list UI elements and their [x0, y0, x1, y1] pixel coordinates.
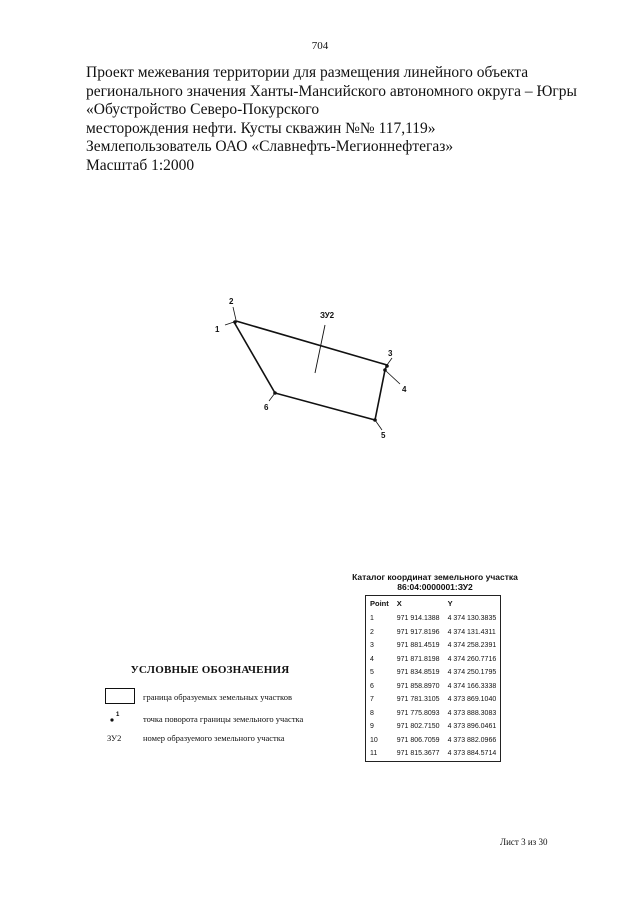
cell-point: 6: [370, 682, 374, 690]
coordinate-table: [365, 595, 501, 762]
cell-x: 971 871.8198: [396, 655, 440, 663]
point-label-5: 5: [381, 431, 386, 440]
cell-y: 4 374 166.3338: [447, 682, 497, 690]
title-line: «Обустройство Северо-Покурского: [86, 101, 320, 118]
point-label-4: 4: [402, 385, 407, 394]
cell-x: 971 815.3677: [396, 750, 440, 758]
point-label-2: 2: [229, 297, 234, 306]
legend: [105, 664, 345, 752]
point-2-leader: [233, 307, 236, 320]
table-row: [366, 734, 501, 748]
legend-text: точка поворота границы земельного участка: [143, 714, 304, 724]
turn-point-marker: [373, 418, 377, 422]
page-number: 704: [311, 40, 329, 52]
cell-y: 4 373 869.1040: [447, 696, 497, 704]
cell-point: 3: [370, 642, 374, 650]
cell-y: 4 374 260.7716: [447, 655, 497, 663]
cell-y: 4 374 250.1795: [447, 669, 497, 677]
table-row: [366, 693, 501, 707]
cell-x: 971 806.7059: [396, 736, 440, 744]
point-label-6: 6: [264, 403, 269, 412]
title-line: месторождения нефти. Кусты скважин №№ 117,119»: [86, 119, 436, 137]
point-label-1: 1: [215, 325, 220, 334]
column-header-x: X: [396, 599, 402, 608]
cell-x: 971 914.1388: [396, 615, 440, 623]
table-row: [366, 680, 501, 694]
cell-y: 4 373 888.3083: [447, 709, 497, 717]
cell-x: 971 917.8196: [396, 628, 440, 636]
table-row: [366, 720, 501, 734]
point-3-leader: [387, 358, 392, 365]
cell-point: 2: [370, 628, 374, 636]
point-5-leader: [375, 420, 382, 430]
parcel-plan: [180, 285, 440, 455]
catalog-title: [340, 572, 530, 592]
title-line: регионального значения Ханты-Мансийского автономного округа – Югры: [86, 82, 577, 100]
title-line: Проект межевания территории для размещения линейного объекта: [86, 64, 529, 81]
legend-text: номер образуемого земельного участка: [143, 733, 285, 743]
cell-x: 971 858.8970: [396, 682, 440, 690]
turn-point-marker: [233, 320, 237, 324]
cell-x: 971 781.3105: [396, 696, 440, 704]
coordinate-catalog: [340, 572, 530, 762]
title-line: Масштаб 1:2000: [86, 156, 195, 174]
table-header-row: [366, 596, 501, 613]
sheet-number: Лист 3 из 30: [500, 837, 548, 847]
point-label-3: 3: [388, 349, 393, 358]
cell-y: 4 374 258.2391: [447, 642, 497, 650]
column-header-y: Y: [447, 599, 453, 608]
catalog-title-line: Каталог координат земельного участка: [352, 572, 518, 582]
document-title: [86, 64, 586, 175]
legend-item-turn-point: [105, 710, 345, 730]
cell-point: 5: [370, 669, 374, 677]
legend-title: УСЛОВНЫЕ ОБОЗНАЧЕНИЯ: [130, 664, 290, 676]
coordinate-rows: [366, 612, 501, 761]
table-row: [366, 707, 501, 721]
legend-item-parcel-number: [105, 730, 345, 752]
legend-item-boundary: [105, 688, 345, 710]
cell-point: 8: [370, 709, 374, 717]
cell-point: 1: [370, 615, 374, 623]
column-header-point: Point: [370, 599, 389, 608]
cell-x: 971 775.8093: [396, 709, 440, 717]
turn-point-dot-icon: [105, 710, 135, 726]
point-4-leader: [386, 371, 400, 384]
table-row: [366, 639, 501, 653]
cell-point: 11: [370, 750, 378, 758]
legend-text: граница образуемых земельных участков: [143, 692, 292, 702]
cell-x: 971 802.7150: [396, 723, 440, 731]
turn-point-marker: [273, 391, 277, 395]
table-row: [366, 666, 501, 680]
turn-point-marker: [385, 364, 389, 368]
point-1-leader: [225, 322, 234, 325]
cell-y: 4 373 882.0966: [447, 736, 497, 744]
parcel-label: ЗУ2: [320, 311, 335, 320]
table-row: [366, 626, 501, 640]
cell-y: 4 373 896.0461: [447, 723, 497, 731]
cell-x: 971 834.8519: [396, 669, 440, 677]
cell-y: 4 373 884.5714: [447, 750, 497, 758]
parcel-label-leader: [315, 325, 325, 373]
boundary-symbol: [105, 688, 135, 704]
parcel-boundary: [234, 321, 387, 420]
cell-point: 7: [370, 696, 374, 704]
cell-point: 4: [370, 655, 374, 663]
cell-point: 10: [370, 736, 378, 744]
cell-y: 4 374 130.3835: [447, 615, 497, 623]
title-line: Землепользователь ОАО «Славнефть-Мегионнефтегаз»: [86, 138, 454, 155]
table-row: [366, 612, 501, 626]
cell-point: 9: [370, 723, 374, 731]
table-row: [366, 653, 501, 667]
table-row: [366, 747, 501, 761]
turn-point-symbol: [105, 710, 135, 726]
turn-point-marker: [383, 368, 387, 372]
parcel-number-symbol: ЗУ2: [107, 733, 122, 743]
cell-y: 4 374 131.4311: [447, 628, 496, 636]
turn-point-symbol-label: 1: [116, 712, 120, 718]
catalog-parcel-number: 86:04:0000001:ЗУ2: [397, 582, 473, 592]
cell-x: 971 881.4519: [396, 642, 440, 650]
